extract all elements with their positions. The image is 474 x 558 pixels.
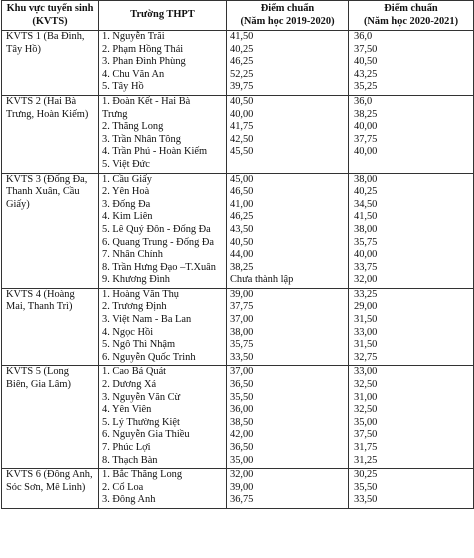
header-row: [2, 1, 474, 31]
region-line: Tây Hồ): [6, 43, 41, 55]
table-header: [2, 1, 474, 31]
score-2019-value: 35,75: [230, 339, 254, 351]
score-2020-value: 35,00: [354, 416, 378, 428]
score-2020-value: 31,50: [354, 314, 378, 326]
school-name: 3. Đông Anh: [102, 494, 156, 506]
score-2019-value: 33,50: [230, 351, 254, 363]
score-2019-value: 37,00: [230, 314, 254, 326]
score-2020-value: 40,00: [354, 121, 378, 133]
school-name: 2. Yên Hoà: [102, 186, 150, 198]
header-line: (Năm học 2020-2021): [363, 15, 459, 27]
school-list-cell: [99, 31, 227, 96]
table-row: [2, 469, 474, 509]
school-name: 3. Đống Đa: [102, 198, 151, 210]
score-2019-value: Chưa thành lập: [230, 274, 294, 286]
school-name: 4. Yên Viên: [102, 404, 152, 416]
score-2019-value: 38,25: [230, 261, 254, 273]
score-2019-value: 40,25: [230, 43, 254, 55]
score-2020-value: 40,00: [354, 146, 378, 158]
school-list-cell: [99, 173, 227, 288]
school-name: 1. Hoàng Văn Thụ: [102, 288, 179, 300]
school-name: 1. Cao Bá Quát: [102, 366, 167, 378]
region-line: KVTS 1 (Ba Đình,: [6, 31, 85, 42]
score-2020-cell: [349, 173, 474, 288]
region-line: KVTS 6 (Đông Anh,: [6, 469, 93, 481]
score-2020-value: 32,75: [354, 351, 378, 363]
score-2019-value: 45,50: [230, 146, 254, 158]
school-name: 5. Tây Hồ: [102, 81, 144, 93]
school-name: 4. Trần Phú - Hoàn Kiếm: [102, 146, 208, 158]
header-school: [99, 1, 227, 31]
school-list-cell: [99, 288, 227, 366]
score-2019-value: 46,25: [230, 211, 254, 223]
score-2020-value: 35,50: [354, 481, 378, 493]
score-2020-value: 31,50: [354, 339, 378, 351]
school-name: 2. Cổ Loa: [102, 481, 144, 493]
school-name: 1. Đoàn Kết - Hai Bà: [102, 95, 191, 107]
region-cell: [2, 366, 99, 469]
score-2019-value: 41,75: [230, 121, 254, 133]
table-row: [2, 366, 474, 469]
score-2019-value: 36,75: [230, 494, 254, 506]
admission-score-table: [1, 0, 474, 509]
region-cell: [2, 469, 99, 509]
school-name: 5. Lê Quý Đôn - Đống Đa: [102, 223, 211, 235]
score-2020-value: 43,25: [354, 68, 378, 80]
school-name: 4. Chu Văn An: [102, 68, 165, 80]
table-row: [2, 288, 474, 366]
score-2019-value: 46,50: [230, 186, 254, 198]
region-line: Mai, Thanh Trì): [6, 301, 73, 313]
header-line: Điểm chuẩn: [260, 2, 315, 14]
region-cell: [2, 31, 99, 96]
score-2020-value: 32,00: [354, 274, 378, 286]
school-name: 3. Phan Đình Phùng: [102, 56, 186, 68]
score-2020-value: [354, 159, 470, 172]
score-2019-value: 36,50: [230, 379, 254, 391]
school-name: 3. Trần Nhân Tông: [102, 133, 181, 145]
score-2020-value: 31,00: [354, 391, 378, 403]
score-2019-value: 42,50: [230, 133, 254, 145]
score-2020-value: 29,00: [354, 301, 378, 313]
score-2019-value: 37,75: [230, 301, 254, 313]
school-name: Trưng: [102, 108, 128, 120]
score-2020-value: 33,75: [354, 261, 378, 273]
region-line: KVTS 4 (Hoàng: [6, 288, 75, 300]
header-score-2019: [227, 1, 349, 31]
table-row: [2, 95, 474, 173]
header-line: Trường THPT: [130, 9, 195, 21]
school-name: 5. Lý Thường Kiệt: [102, 416, 180, 428]
score-2019-cell: [227, 288, 349, 366]
score-2020-value: 37,50: [354, 429, 378, 441]
score-2020-value: 36,0: [354, 31, 373, 42]
score-2020-cell: [349, 469, 474, 509]
school-name: 2. Phạm Hồng Thái: [102, 43, 184, 55]
score-2019-value: [230, 159, 345, 172]
region-cell: [2, 173, 99, 288]
school-name: 1. Bắc Thăng Long: [102, 469, 183, 481]
score-2019-value: 42,00: [230, 429, 254, 441]
score-2020-cell: [349, 366, 474, 469]
table-row: [2, 31, 474, 96]
school-name: 7. Phúc Lợi: [102, 442, 151, 453]
region-line: Trưng, Hoàn Kiếm): [6, 108, 89, 120]
header-score-2020: [349, 1, 474, 31]
score-2020-value: 40,25: [354, 186, 378, 198]
score-2020-value: 31,75: [354, 442, 378, 453]
score-2019-value: 38,50: [230, 416, 254, 428]
score-2020-value: 38,25: [354, 108, 378, 120]
school-name: 4. Ngọc Hồi: [102, 326, 154, 338]
score-2020-value: 37,50: [354, 43, 378, 55]
school-name: 6. Quang Trung - Đống Đa: [102, 236, 214, 248]
score-2020-value: 32,50: [354, 404, 378, 416]
school-name: 5. Việt Đức: [102, 158, 150, 170]
score-2019-value: 40,50: [230, 236, 254, 248]
score-2019-cell: [227, 366, 349, 469]
school-name: 3. Nguyễn Văn Cừ: [102, 391, 181, 403]
school-name: 2. Thăng Long: [102, 121, 164, 133]
table-row: [2, 173, 474, 288]
score-2020-value: 38,00: [354, 173, 378, 185]
score-2019-cell: [227, 31, 349, 96]
score-2019-value: 44,00: [230, 249, 254, 261]
score-2019-value: 39,00: [230, 481, 254, 493]
score-2019-value: 45,00: [230, 173, 254, 185]
score-2019-value: 52,25: [230, 68, 254, 80]
school-name: 2. Trương Định: [102, 301, 167, 313]
region-line: Thanh Xuân, Cầu: [6, 186, 80, 198]
header-line: (Năm học 2019-2020): [240, 15, 335, 27]
score-2020-value: 33,00: [354, 326, 378, 338]
school-name: 8. Trần Hưng Đạo –T.Xuân: [102, 261, 216, 273]
school-name: 5. Ngô Thì Nhậm: [102, 339, 176, 351]
school-name: 9. Khương Đình: [102, 274, 170, 286]
score-2020-value: 40,50: [354, 56, 378, 68]
school-name: 3. Việt Nam - Ba Lan: [102, 314, 192, 326]
score-2019-value: 36,00: [230, 404, 254, 416]
header-line: Khu vực tuyển sinh: [6, 2, 94, 14]
score-2020-value: 33,00: [354, 366, 378, 378]
region-line: KVTS 5 (Long: [6, 366, 69, 378]
school-name: 7. Nhân Chính: [102, 249, 163, 261]
school-name: 8. Thạch Bàn: [102, 454, 158, 466]
score-2020-value: 32,50: [354, 379, 378, 391]
school-name: 1. Nguyễn Trãi: [102, 31, 165, 42]
score-2020-value: 34,50: [354, 198, 378, 210]
score-2020-value: 33,25: [354, 288, 378, 300]
score-2020-value: 35,25: [354, 81, 378, 93]
score-2019-cell: [227, 173, 349, 288]
region-line: Biên, Gia Lâm): [6, 379, 71, 391]
table-body: [2, 31, 474, 509]
score-2020-cell: [349, 31, 474, 96]
school-list-cell: [99, 95, 227, 173]
score-2020-value: 30,25: [354, 469, 378, 481]
region-cell: [2, 288, 99, 366]
school-name: 4. Kim Liên: [102, 211, 153, 223]
score-2020-value: 40,00: [354, 249, 378, 261]
score-2019-cell: [227, 469, 349, 509]
score-2020-value: 31,25: [354, 454, 378, 466]
score-2019-value: 38,00: [230, 326, 254, 338]
score-2019-value: 32,00: [230, 469, 254, 481]
score-2019-value: 35,50: [230, 391, 254, 403]
score-2019-value: 43,50: [230, 223, 254, 235]
region-line: KVTS 3 (Đống Đa,: [6, 173, 88, 185]
score-2020-value: 38,00: [354, 223, 378, 235]
region-line: KVTS 2 (Hai Bà: [6, 95, 77, 107]
region-cell: [2, 95, 99, 173]
score-2020-cell: [349, 95, 474, 173]
score-2019-value: 39,00: [230, 288, 254, 300]
header-region: [2, 1, 99, 31]
score-2019-value: 39,75: [230, 81, 254, 93]
score-2020-value: 33,50: [354, 494, 378, 506]
score-2020-cell: [349, 288, 474, 366]
header-line: (KVTS): [32, 15, 68, 27]
school-name: 6. Nguyễn Gia Thiều: [102, 429, 190, 441]
score-2019-value: 46,25: [230, 56, 254, 68]
score-2019-value: 36,50: [230, 442, 254, 453]
region-line: Sóc Sơn, Mê Linh): [6, 481, 86, 493]
header-line: Điểm chuẩn: [384, 2, 438, 14]
score-2019-value: 41,00: [230, 198, 254, 210]
score-2020-value: 37,75: [354, 133, 378, 145]
region-line: Giấy): [6, 198, 30, 210]
school-list-cell: [99, 366, 227, 469]
score-2019-value: 40,50: [230, 95, 254, 107]
score-2020-value: 36,0: [354, 95, 373, 107]
score-2019-value: 37,00: [230, 366, 254, 378]
school-list-cell: [99, 469, 227, 509]
score-2020-value: 41,50: [354, 211, 378, 223]
score-2019-value: 35,00: [230, 454, 254, 466]
school-name: 6. Nguyễn Quốc Trinh: [102, 351, 196, 363]
score-2019-cell: [227, 95, 349, 173]
score-2020-value: 35,75: [354, 236, 378, 248]
score-2019-value: 41,50: [230, 31, 254, 42]
school-name: 2. Dương Xá: [102, 379, 157, 391]
school-name: 1. Cầu Giấy: [102, 173, 152, 185]
score-2019-value: 40,00: [230, 108, 254, 120]
